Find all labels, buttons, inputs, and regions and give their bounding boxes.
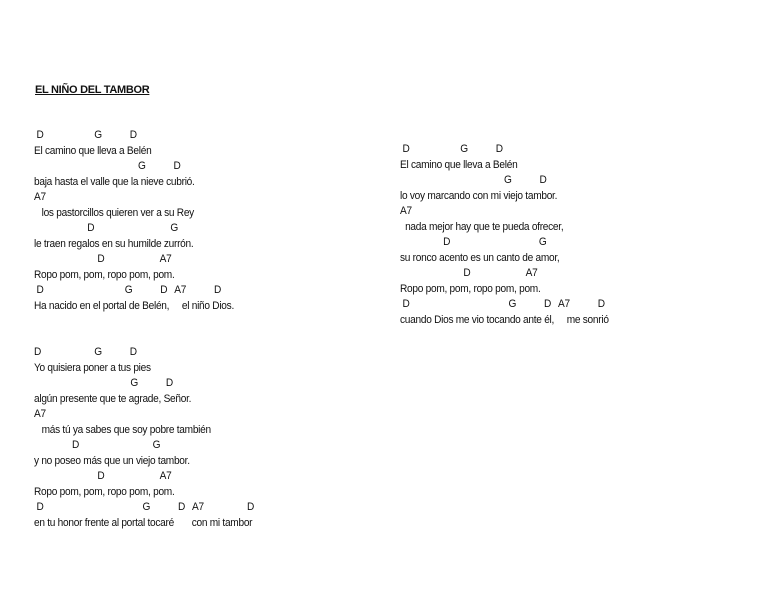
lyric-line: Ropo pom, pom, ropo pom, pom. [34,485,175,498]
lyric-line: Yo quisiera poner a tus pies [34,361,151,374]
verse-spacer [34,314,273,345]
chord-line: D G [34,439,161,451]
song-title: EL NIÑO DEL TAMBOR [35,84,150,96]
chord-line: D G D [400,143,503,155]
chord-line: D A7 [34,470,172,482]
lyric-line: Ropo pom, pom, ropo pom, pom. [34,268,175,281]
chord-line: D G D [34,346,137,358]
chord-line: D G D A7 D [34,501,254,513]
lyric-line: los pastorcillos quieren ver a su Rey [34,206,194,219]
chord-line: A7 [34,408,46,420]
chord-line: D G D [34,129,137,141]
lyric-line: El camino que lleva a Belén [400,158,518,171]
chord-line: D G [400,236,547,248]
chord-line: D G D A7 D [400,298,605,310]
lyric-line: Ropo pom, pom, ropo pom, pom. [400,282,541,295]
lyric-line: algún presente que te agrade, Señor. [34,392,192,405]
chord-line: D A7 [34,253,172,265]
verse-2 [34,345,273,531]
chord-line: G D [34,377,173,389]
chord-line: D G D A7 D [34,284,222,296]
lyric-line: en tu honor frente al portal tocaré con mi tambor [34,516,253,529]
chord-line: D G [34,222,178,234]
lyric-line: le traen regalos en su humilde zurrón. [34,237,194,250]
lyric-line: más tú ya sabes que soy pobre también [34,423,211,436]
verse-3 [400,142,627,328]
chord-line: G D [400,174,547,186]
left-column [34,128,273,531]
lyric-line: baja hasta el valle que la nieve cubrió. [34,175,195,188]
lyric-line: y no poseo más que un viejo tambor. [34,454,190,467]
chord-line: A7 [34,191,46,203]
lyric-line: cuando Dios me vio tocando ante él, me sonrió [400,313,609,326]
chord-line: D A7 [400,267,538,279]
chord-line: G D [34,160,181,172]
lyric-line: nada mejor hay que te pueda ofrecer, [400,220,564,233]
right-column [400,142,627,328]
lyric-line: su ronco acento es un canto de amor, [400,251,560,264]
chord-line: A7 [400,205,412,217]
lyric-line: lo voy marcando con mi viejo tambor. [400,189,558,202]
lyric-line: Ha nacido en el portal de Belén, el niño Dios. [34,299,234,312]
verse-1 [34,128,273,314]
lyric-line: El camino que lleva a Belén [34,144,152,157]
